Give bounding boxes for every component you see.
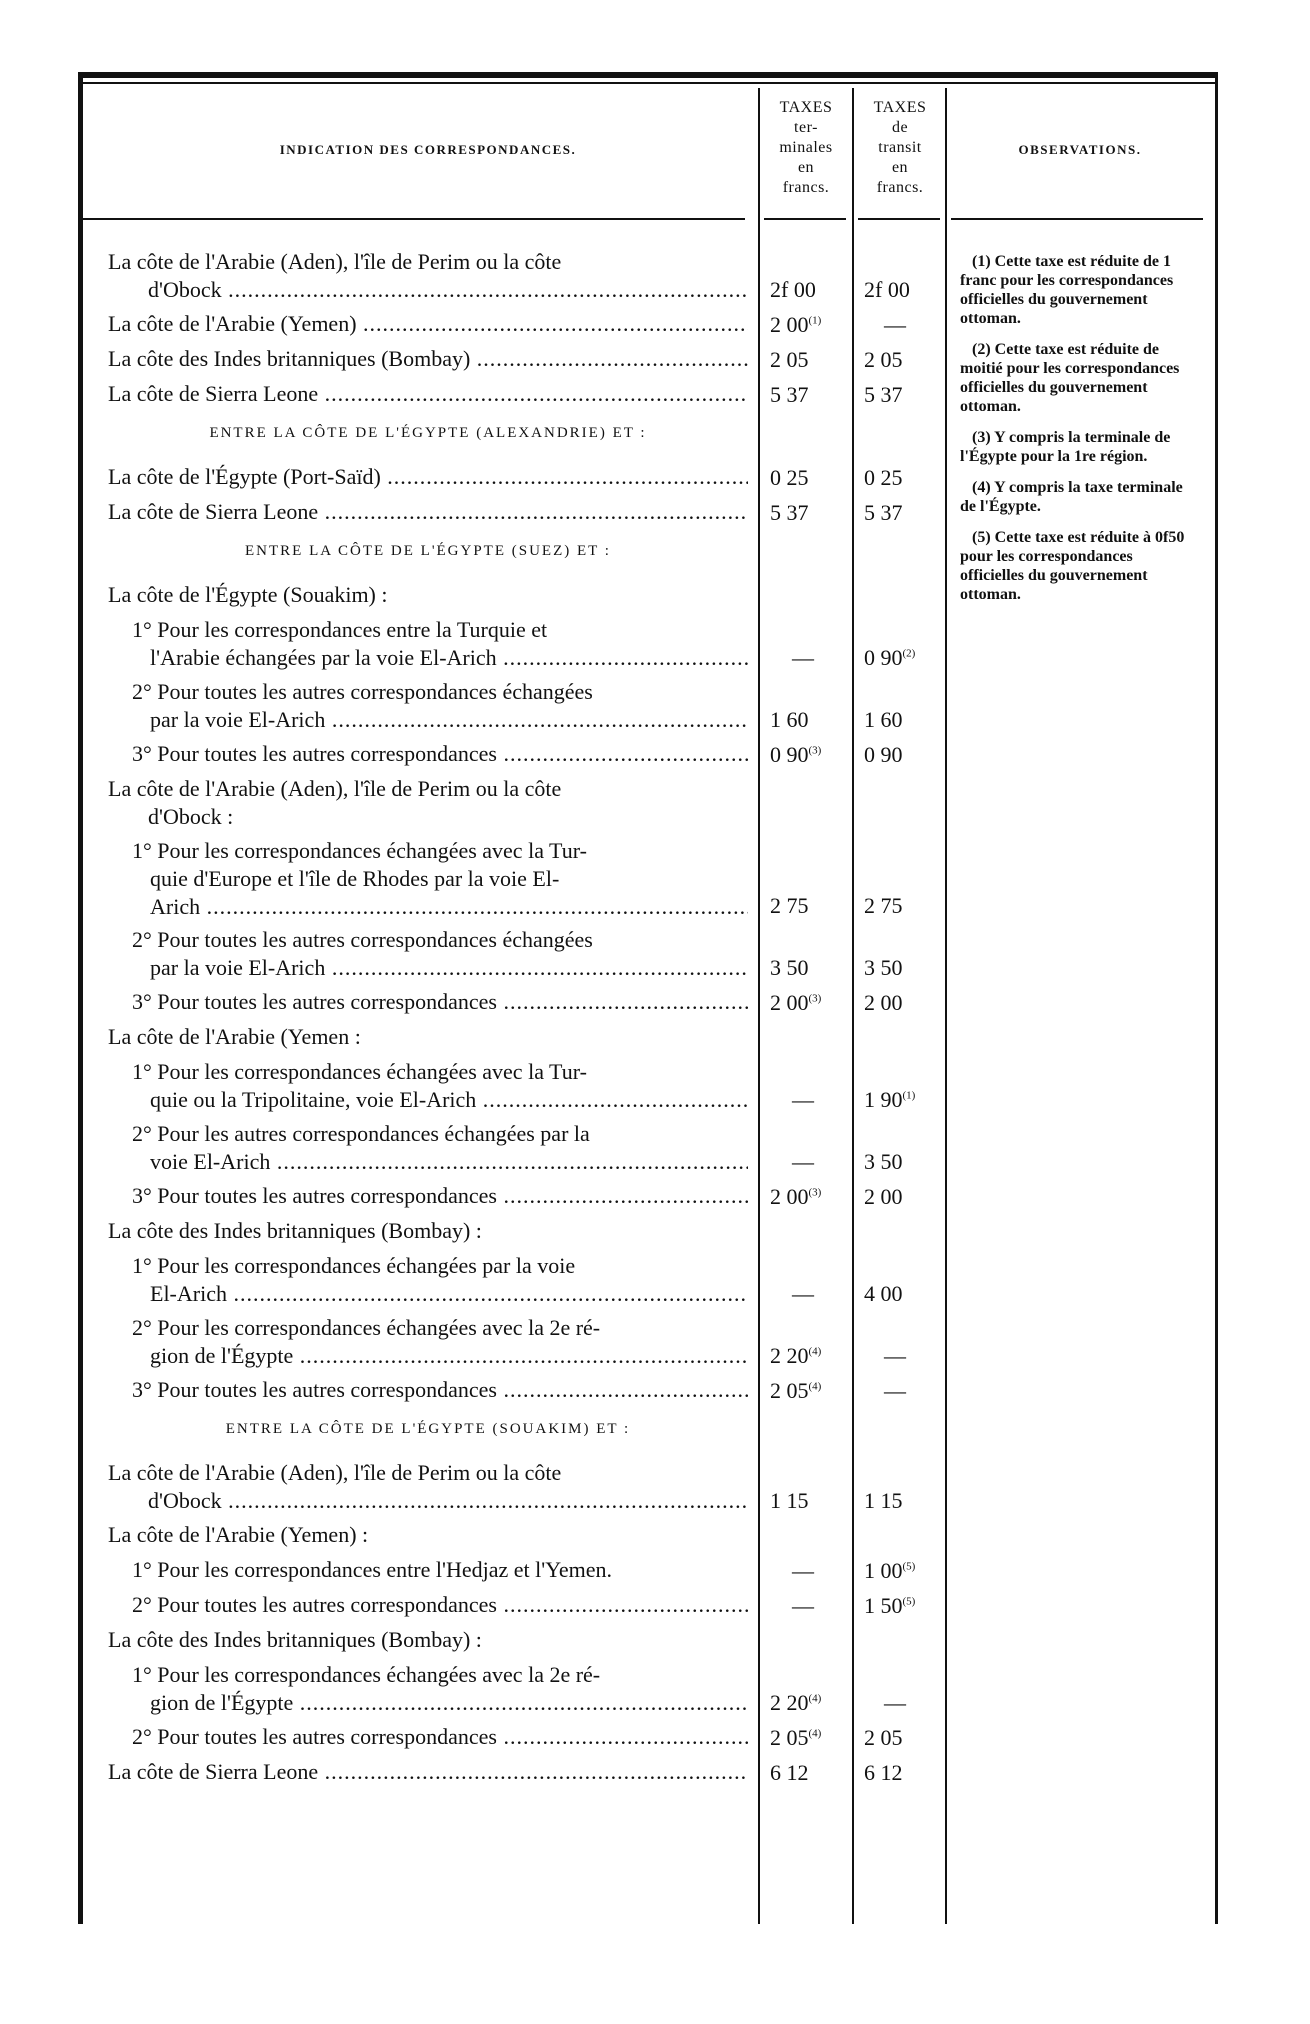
row-text: par la voie El-Arich ..... [108, 706, 748, 734]
taxe-terminale-value: 2f 00 [770, 277, 816, 302]
row-text: La côte des Indes britanniques (Bombay) : [108, 1218, 482, 1243]
column-divider-3 [945, 88, 947, 1924]
footnote-ref: (4) [808, 1692, 822, 1705]
taxe-transit-value: 3 50 [864, 955, 903, 980]
taxe-transit-value: 1 00 [864, 1558, 903, 1583]
table-row [108, 1723, 748, 1751]
taxe-transit [884, 1343, 906, 1369]
row-text: par la voie El-Arich ..... [108, 954, 748, 982]
row-text: La côte de l'Égypte (Port-Saïd) ..... [108, 463, 748, 491]
footnote-ref: (2) [902, 647, 916, 660]
taxe-transit-value: — [884, 312, 906, 337]
header-rule-3 [858, 218, 940, 220]
table-row [108, 1058, 748, 1114]
table-row [108, 775, 748, 831]
taxe-transit-value: 5 37 [864, 500, 903, 525]
taxe-transit-value: 0 90 [864, 645, 903, 670]
taxe-transit [864, 1149, 903, 1175]
dot-leader [497, 645, 748, 670]
header-rule-1 [83, 218, 745, 220]
taxe-terminale [792, 1149, 814, 1175]
table-row [108, 1591, 748, 1619]
footnote-ref: (5) [902, 1560, 916, 1573]
taxe-terminale-value: — [792, 645, 814, 670]
taxe-transit [864, 990, 903, 1016]
row-text: La côte de l'Arabie (Aden), l'île de Perim ou la côte [108, 1460, 562, 1485]
header-observations: OBSERVATIONS. [1018, 142, 1142, 157]
header-word: ter- [794, 119, 818, 136]
dot-leader [497, 1724, 748, 1749]
header-word: TAXES [873, 99, 927, 116]
observation-note: (3) Y compris la terminale de l'Égypte pour la 1re région. [960, 429, 1171, 465]
dot-leader [497, 989, 748, 1014]
column-divider-1 [758, 88, 760, 1924]
table-row [108, 1521, 748, 1549]
taxe-transit [864, 1725, 903, 1751]
taxe-terminale [770, 347, 809, 373]
table-row [108, 1023, 748, 1051]
taxe-transit-value: 2 75 [864, 893, 903, 918]
row-text: La côte de l'Arabie (Yemen) ..... [108, 310, 748, 338]
row-text: voie El-Arich ..... [108, 1148, 748, 1176]
taxe-terminale [770, 1725, 821, 1751]
taxe-transit-value: — [884, 1343, 906, 1368]
dot-leader [270, 1149, 748, 1174]
row-text: La côte de l'Arabie (Yemen : [108, 1024, 361, 1049]
table-row [108, 837, 748, 921]
taxe-terminale-value: 2 75 [770, 893, 809, 918]
row-text: La côte de Sierra Leone ..... [108, 380, 748, 408]
header-rule-4 [951, 218, 1203, 220]
table-row [108, 1556, 748, 1584]
taxe-transit [884, 1378, 906, 1404]
taxe-transit [864, 1281, 903, 1307]
table-row [108, 310, 748, 338]
row-text: 2° Pour les correspondances échangées avec la 2e ré- [132, 1315, 601, 1340]
header-rule-2 [764, 218, 846, 220]
taxe-transit [884, 1690, 906, 1716]
taxe-terminale-value: 6 12 [770, 1760, 809, 1785]
row-text: La côte de l'Égypte (Souakim) : [108, 582, 388, 607]
row-text: quie ou la Tripolitaine, voie El-Arich ..... [108, 1086, 748, 1114]
taxe-terminale-value: — [792, 1593, 814, 1618]
taxe-transit-value: 1 90 [864, 1087, 903, 1112]
taxe-terminale-value: 2 00 [770, 1184, 809, 1209]
dot-leader [497, 1183, 748, 1208]
dot-leader [318, 1759, 748, 1784]
table-row [108, 616, 748, 672]
observation-note: (1) Cette taxe est réduite de 1 franc pour les correspondances officielles du gouvernement ottoman. [960, 253, 1174, 327]
dot-leader [470, 346, 748, 371]
taxe-terminale [770, 1690, 821, 1716]
footnote-ref: (4) [808, 1727, 822, 1740]
column-divider-2 [852, 88, 854, 1924]
dot-leader [381, 464, 748, 489]
taxe-terminale [770, 1488, 809, 1514]
section-heading: ENTRE LA CÔTE DE L'ÉGYPTE (SUEZ) ET : [245, 543, 611, 559]
dot-leader [357, 311, 748, 336]
row-text: 3° Pour toutes les autres correspondances ..... [108, 988, 748, 1016]
taxe-terminale-value: 0 90 [770, 742, 809, 767]
taxe-transit [864, 277, 910, 303]
header-word: francs. [782, 179, 830, 196]
taxe-terminale-value: — [792, 1087, 814, 1112]
dot-leader [222, 1488, 748, 1513]
row-text: gion de l'Égypte ..... [108, 1342, 748, 1370]
taxe-transit [864, 893, 903, 919]
taxe-terminale-value: 2 20 [770, 1343, 809, 1368]
footnote-ref: (5) [902, 1595, 916, 1608]
taxe-transit [864, 382, 903, 408]
header-indication: INDICATION DES CORRESPONDANCES. [279, 142, 577, 157]
footnote-ref: (1) [902, 1089, 916, 1102]
dot-leader [325, 955, 748, 980]
taxe-transit-value: — [884, 1690, 906, 1715]
taxe-terminale [770, 742, 821, 768]
table-row [108, 1661, 748, 1717]
table-row [108, 380, 748, 408]
taxe-terminale-value: 1 15 [770, 1488, 809, 1513]
footnote-ref: (3) [808, 1186, 822, 1199]
taxe-terminale-value: 0 25 [770, 465, 809, 490]
header-word: en [797, 159, 815, 176]
header-word: transit [878, 139, 922, 156]
section-heading: ENTRE LA CÔTE DE L'ÉGYPTE (ALEXANDRIE) ET : [209, 425, 647, 441]
header-word: en [891, 159, 909, 176]
taxe-transit-value: 2f 00 [864, 277, 910, 302]
row-text: 2° Pour les autres correspondances échangées par la [132, 1121, 590, 1146]
header-word: francs. [876, 179, 924, 196]
dot-leader [293, 1343, 748, 1368]
taxe-terminale [792, 1593, 814, 1619]
header-word: TAXES [779, 99, 833, 116]
row-text: 1° Pour les correspondances entre l'Hedjaz et l'Yemen. [132, 1557, 613, 1582]
row-text: 1° Pour les correspondances échangées avec la Tur- [132, 1059, 587, 1084]
dot-leader [325, 707, 748, 732]
taxe-transit [864, 707, 903, 733]
taxe-transit-value: 2 05 [864, 1725, 903, 1750]
table-row [108, 740, 748, 768]
row-text: 3° Pour toutes les autres correspondances ..... [108, 1182, 748, 1210]
dot-leader [497, 1377, 748, 1402]
header-word: minales [779, 139, 833, 156]
taxe-transit-value: 5 37 [864, 382, 903, 407]
taxe-terminale [770, 465, 809, 491]
table-row [108, 581, 748, 609]
table-row [108, 1314, 748, 1370]
table-row [108, 248, 748, 304]
observation-note: (5) Cette taxe est réduite à 0f50 pour les correspondances officielles du gouvernement ottoman. [960, 529, 1185, 603]
observations-column [960, 252, 1200, 616]
table-row [108, 1252, 748, 1308]
taxe-transit [864, 742, 903, 768]
taxe-terminale [770, 382, 809, 408]
dot-leader [497, 1592, 748, 1617]
footnote-ref: (3) [808, 744, 822, 757]
row-text: Arich ..... [108, 893, 748, 921]
taxe-terminale-value: 5 37 [770, 382, 809, 407]
row-text: d'Obock ..... [108, 276, 748, 304]
row-text: 1° Pour les correspondances échangées par la voie [132, 1253, 576, 1278]
taxe-terminale-value: 2 20 [770, 1690, 809, 1715]
table-row [108, 1182, 748, 1210]
table-row [108, 926, 748, 982]
observation-note: (2) Cette taxe est réduite de moitié pour les correspondances officielles du gouvernement ottoman. [960, 341, 1180, 415]
dot-leader [227, 1281, 748, 1306]
taxe-transit [864, 1760, 903, 1786]
taxe-terminale [792, 1281, 814, 1307]
taxe-transit-value: 0 25 [864, 465, 903, 490]
table-row [108, 1217, 748, 1245]
taxe-transit-value: 6 12 [864, 1760, 903, 1785]
taxe-transit [864, 645, 915, 671]
row-text: La côte des Indes britanniques (Bombay) ..... [108, 345, 748, 373]
taxe-transit [864, 500, 903, 526]
taxe-terminale [770, 312, 821, 338]
taxe-terminale-value: 5 37 [770, 500, 809, 525]
taxe-transit [864, 1558, 915, 1584]
taxe-transit [864, 1488, 903, 1514]
taxe-terminale-value: — [792, 1558, 814, 1583]
row-text: d'Obock : [148, 804, 234, 829]
taxe-transit [864, 465, 903, 491]
footnote-ref: (4) [808, 1380, 822, 1393]
taxe-terminale-value: 1 60 [770, 707, 809, 732]
header-taxes-transit [854, 98, 946, 198]
row-text: 1° Pour les correspondances échangées avec la 2e ré- [132, 1662, 601, 1687]
taxe-terminale [792, 645, 814, 671]
table-row [108, 988, 748, 1016]
taxe-terminale-value: — [792, 1149, 814, 1174]
taxe-transit [864, 1593, 915, 1619]
row-text: 2° Pour toutes les autres correspondances ..... [108, 1723, 748, 1751]
taxe-transit [864, 347, 903, 373]
row-text: El-Arich ..... [108, 1280, 748, 1308]
taxe-transit [864, 955, 903, 981]
taxe-transit [864, 1087, 915, 1113]
taxe-terminale [770, 500, 809, 526]
header-taxes-terminales [760, 98, 852, 198]
taxe-transit-value: 1 60 [864, 707, 903, 732]
footnote-ref: (3) [808, 992, 822, 1005]
row-text: 3° Pour toutes les autres correspondances ..... [108, 1376, 748, 1404]
taxe-terminale-value: 2 05 [770, 1378, 809, 1403]
taxe-transit-value: — [884, 1378, 906, 1403]
table-row [108, 1376, 748, 1404]
row-text: 2° Pour toutes les autres correspondances ..... [108, 1591, 748, 1619]
taxe-transit-value: 2 05 [864, 347, 903, 372]
taxe-terminale [770, 990, 821, 1016]
table-row [108, 1120, 748, 1176]
taxe-transit-value: 4 00 [864, 1281, 903, 1306]
table-row [108, 463, 748, 491]
row-text: 2° Pour toutes les autres correspondances échangées [132, 927, 593, 952]
row-text: La côte de l'Arabie (Aden), l'île de Perim ou la côte [108, 249, 562, 274]
dot-leader [222, 277, 748, 302]
row-text: quie d'Europe et l'île de Rhodes par la voie El- [150, 866, 560, 891]
taxe-terminale-value: 3 50 [770, 955, 809, 980]
taxe-terminale-value: 2 00 [770, 312, 809, 337]
taxe-terminale [770, 893, 809, 919]
taxe-transit-value: 2 00 [864, 1184, 903, 1209]
table-row [108, 1626, 748, 1654]
footnote-ref: (1) [808, 314, 822, 327]
taxe-terminale-value: — [792, 1281, 814, 1306]
taxe-transit-value: 1 50 [864, 1593, 903, 1618]
dot-leader [293, 1690, 748, 1715]
header-word: de [891, 119, 909, 136]
taxe-terminale-value: 2 05 [770, 347, 809, 372]
taxe-transit [884, 312, 906, 338]
taxe-terminale [770, 707, 809, 733]
row-text: d'Obock ..... [108, 1487, 748, 1515]
observation-note: (4) Y compris la taxe terminale de l'Égypte. [960, 479, 1183, 515]
table-row [108, 1459, 748, 1515]
taxe-transit-value: 0 90 [864, 742, 903, 767]
taxe-terminale [770, 1760, 809, 1786]
row-text: 3° Pour toutes les autres correspondances ..... [108, 740, 748, 768]
dot-leader [200, 894, 748, 919]
taxe-terminale-value: 2 00 [770, 990, 809, 1015]
table-top-double-rule [78, 82, 1218, 84]
taxe-terminale [792, 1558, 814, 1584]
table-row [108, 498, 748, 526]
taxe-terminale [770, 1378, 821, 1404]
row-text: l'Arabie échangées par la voie El-Arich ..... [108, 644, 748, 672]
taxe-terminale [792, 1087, 814, 1113]
row-text: La côte de l'Arabie (Aden), l'île de Perim ou la côte [108, 776, 562, 801]
taxe-transit-value: 2 00 [864, 990, 903, 1015]
row-text: 1° Pour les correspondances entre la Turquie et [132, 617, 548, 642]
row-text: La côte de l'Arabie (Yemen) : [108, 1522, 369, 1547]
taxe-transit-value: 3 50 [864, 1149, 903, 1174]
taxe-terminale-value: 2 05 [770, 1725, 809, 1750]
taxe-terminale [770, 277, 816, 303]
dot-leader [497, 741, 748, 766]
taxe-transit-value: 1 15 [864, 1488, 903, 1513]
section-heading: ENTRE LA CÔTE DE L'ÉGYPTE (SOUAKIM) ET : [225, 1421, 631, 1437]
table-row [108, 1758, 748, 1786]
taxe-transit [864, 1184, 903, 1210]
taxe-terminale [770, 1184, 821, 1210]
row-text: La côte de Sierra Leone ..... [108, 498, 748, 526]
row-text: La côte des Indes britanniques (Bombay) : [108, 1627, 482, 1652]
taxe-terminale [770, 1343, 821, 1369]
dot-leader [318, 499, 748, 524]
row-text: 1° Pour les correspondances échangées avec la Tur- [132, 838, 587, 863]
taxe-terminale [770, 955, 809, 981]
dot-leader [318, 381, 748, 406]
footnote-ref: (4) [808, 1345, 822, 1358]
table-row [108, 345, 748, 373]
table-row [108, 678, 748, 734]
row-text: La côte de Sierra Leone ..... [108, 1758, 748, 1786]
row-text: 2° Pour toutes les autres correspondances échangées [132, 679, 593, 704]
dot-leader [476, 1087, 748, 1112]
row-text: gion de l'Égypte ..... [108, 1689, 748, 1717]
